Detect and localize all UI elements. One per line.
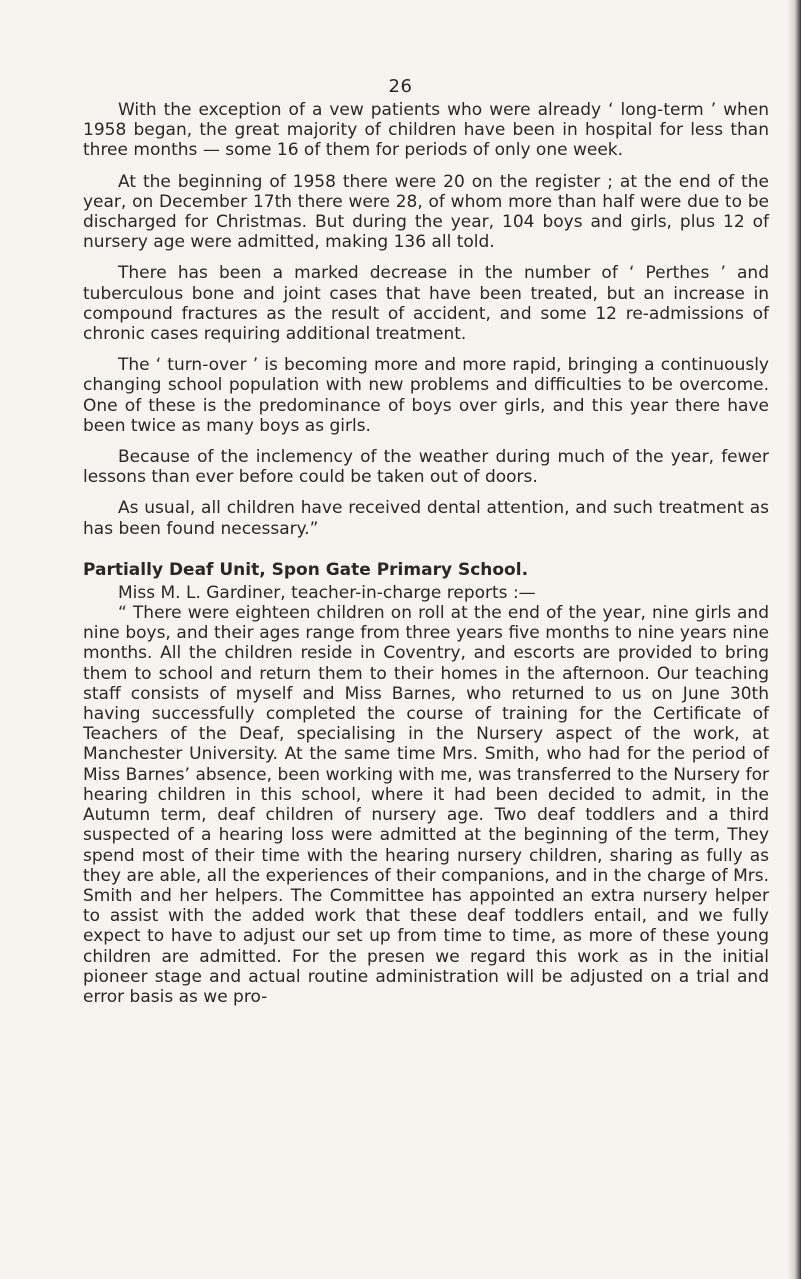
report-intro: Miss M. L. Gardiner, teacher-in-charge reports :— xyxy=(118,582,536,603)
page-edge-shadow xyxy=(787,0,801,1279)
report-body: “ There were eighteen children on roll at the end of the year, nine girls and nine boys, and their ages range from three years five months to nine years nine months. All the children reside in Coventry, and escorts are provided to bring them to school and return them to their homes in the afternoon. Our teaching staff consists of myself and Miss Barnes, who returned to us on June 30th having successfully completed the course of training for the Certificate of Teachers of the Deaf, specialising in the Nursery aspect of the work, at Manchester University. At the same time Mrs. Smith, who had for the period of Miss Barnes’ absence, been working with me, was transferred to the Nursery for hearing children in this school, where it had been decided to admit, in the Autumn term, deaf children of nursery age. Two deaf toddlers and a third suspected of a hearing loss were admitted at the beginning of the term, They spend most of their time with the hearing nursery children, sharing as fully as they are able, all the experiences of their companions, and in the charge of Mrs. Smith and her helpers. The Committee has appointed an extra nursery helper to assist with the added work that these deaf toddlers entail, and we fully expect to have to adjust our set up from time to time, as more of these young children are admitted. For the presen we regard this work as in the initial pioneer stage and actual routine administration will be adjusted on a trial and error basis as we pro- xyxy=(83,603,769,1007)
paragraph: With the exception of a vew patients who were already ‘ long-term ’ when 1958 began, the great majority of children have been in hospital for less than three months — some 16 of them for periods of only one week. xyxy=(83,100,769,161)
paragraph: Because of the inclemency of the weather during much of the year, fewer lessons than ever before could be taken out of doors. xyxy=(83,447,769,488)
section-heading: Partially Deaf Unit, Spon Gate Primary School. xyxy=(83,559,529,580)
paragraph: As usual, all children have received dental attention, and such treatment as has been found necessary.” xyxy=(83,498,769,539)
paragraph: The ‘ turn-over ’ is becoming more and more rapid, bringing a continuously changing school population with new problems and difficulties to be overcome. One of these is the predominance of boys over girls, and this year there have been twice as many boys as girls. xyxy=(83,355,769,436)
paragraph: At the beginning of 1958 there were 20 on the register ; at the end of the year, on December 17th there were 28, of whom more than half were due to be discharged for Christmas. But during the year, 104 boys and girls, plus 12 of nursery age were admitted, making 136 all told. xyxy=(83,171,769,253)
document-body xyxy=(83,100,769,1007)
page-number: 26 xyxy=(388,76,413,97)
paragraph: There has been a marked decrease in the number of ‘ Perthes ’ and tuberculous bone and joint cases that have been treated, but an increase in compound fractures as the result of accident, and some 12 re-admissions of chronic cases requiring additional treatment. xyxy=(83,263,769,345)
